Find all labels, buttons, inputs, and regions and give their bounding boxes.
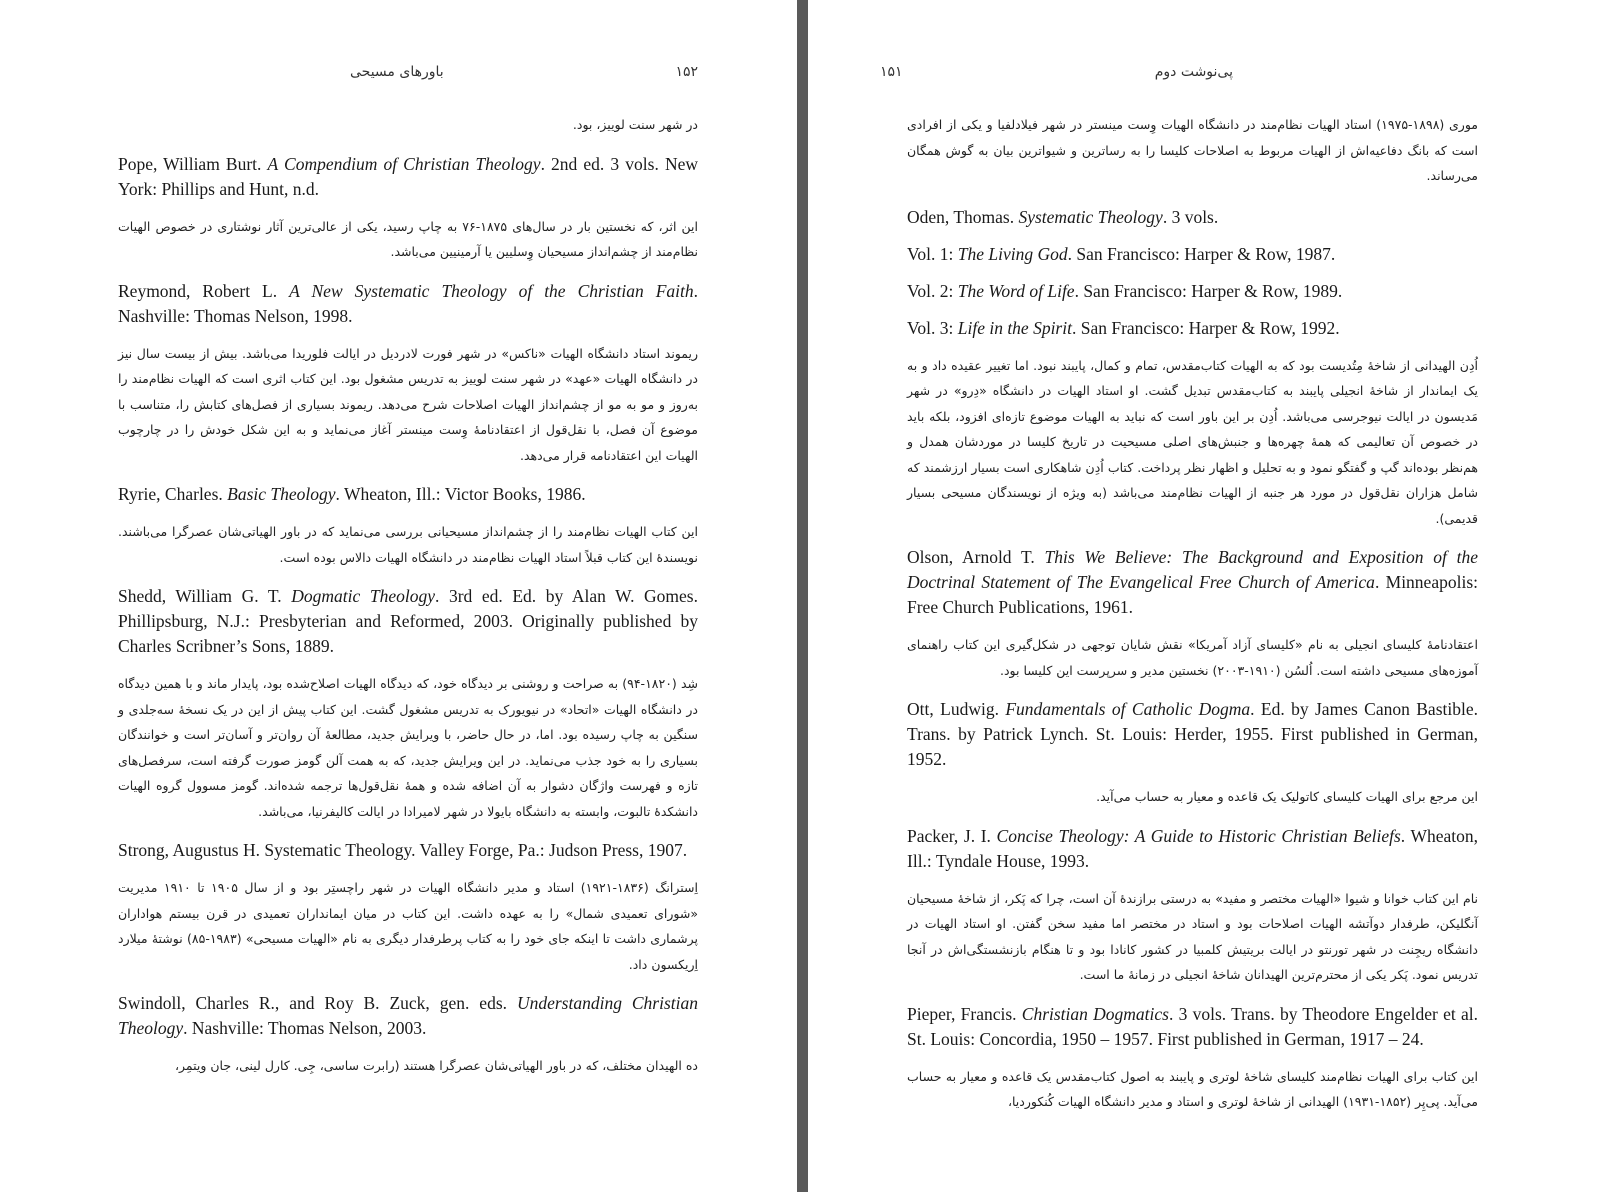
bib-annotation: این اثر، که نخستین بار در سال‌های ۱۸۷۵-۷۶ به چاپ رسید، یکی از عالی‌ترین آثار نوشتاری در خصوص الهیات نظام‌مند از چشم‌انداز مسیحیان وِسلیین یا آرمینیین می‌باشد. [118,218,698,259]
bib-entry: Reymond, Robert L. A New Systematic Theology of the Christian Faith. Nashville: Thomas Nelson, 1998. [118,280,698,326]
bib-annotation: اِسترانگ (۱۸۳۶-۱۹۲۱) استاد و مدیر دانشگاه الهیات در شهر راچستِر بود و از سال ۱۹۰۵ تا ۱۹۱۰ مدیریت «شورای تعمیدی شمال» را به عهده داشت. این کتاب در میان ایمانداران تعمیدی در قرن بیستم هواداران پرشماری داشت تا اینکه جای خود را به کتاب پرطرفدار دیگری به نام «الهیات مسیحی» (۱۹۸۳-۸۵) نوشتهٔ میلارد اِریکسون داد. [118,880,698,972]
bib-annotation: این کتاب الهیات نظام‌مند را از چشم‌انداز مسیحیانی بررسی می‌نماید که در باور الهیاتی‌شان عصرگرا می‌باشند. نویسندهٔ این کتاب قبلاً استاد الهیات نظام‌مند در دانشگاه الهیات دالاس بوده است. [118,524,698,565]
book-spine-divider [797,0,808,1192]
right-page-body [907,112,1478,1129]
left-page [0,0,797,1192]
bib-entry: Vol. 1: The Living God. San Francisco: Harper & Row, 1987. [907,243,1336,264]
bib-annotation: ریموند استاد دانشگاه الهیات «ناکس» در شهر فورت لادردیل در ایالت فلوریدا می‌باشد. بیش از بیست سال نیز در دانشگاه الهیات «عهد» در شهر سنت لوییز به تدریس مشغول بود. این کتاب اثری است که الهیات نظام‌مند را به‌روز و مو به مو از چشم‌انداز الهیات اصلاحات شرح می‌دهد. ریموند بسیاری از فصل‌های کتابش را، متناسب با موضوع آن فصل، با نقل‌قول از اعتقادنامهٔ وِست مینستر آغاز می‌نماید و به این شکل خودش را در چارچوب الهیات این اعتقادنامه قرار می‌دهد. [118,345,698,463]
bib-annotation: موری (۱۸۹۸-۱۹۷۵) استاد الهیات نظام‌مند در دانشگاه الهیات وِست مینستر در شهر فیلادلفیا و یکی از افرادی است که بانگ دفاعیه‌اش از الهیات مربوط به اصلاحات کلیسا را به رساترین و شیواترین بیان به گوش همگان می‌رساند. [907,117,1478,183]
bib-annotation: این مرجع برای الهیات کلیسای کاتولیک یک قاعده و معیار به حساب می‌آید. [1096,789,1478,804]
left-page-number: ۱۵۲ [675,64,698,80]
bib-annotation: اعتقادنامهٔ کلیسای انجیلی به نام «کلیسای آزاد آمریکا» نقش شایان توجهی در شکل‌گیری این کتاب راهنمای آموزه‌های مسیحی داشته است. اُلسُن (۱۹۱۰-۲۰۰۳) نخستین مدیر و سرپرست این کلیسا بود. [907,637,1478,678]
bib-entry: Ryrie, Charles. Basic Theology. Wheaton, Ill.: Victor Books, 1986. [118,484,586,504]
bib-entry: Pieper, Francis. Christian Dogmatics. 3 vols. Trans. by Theodore Engelder et al. St. Louis: Concordia, 1950 – 1957. First published in German, 1917 – 24. [907,1003,1478,1049]
bib-annotation: اُدِن الهیدانی از شاخهٔ مِتُدیست بود که به الهیات کتاب‌مقدس، تمام و کمال، پایبند نبود. اما تغییر عقیده داد و به یک ایماندار از شاخهٔ انجیلی پایبند به کتاب‌مقدس تبدیل گشت. او استاد الهیات در دانشگاه «دِرو» در شهر مَدیسون در ایالت نیوجرسی می‌باشد. اُدِن بر این باور است که نباید به الهیات موضوع تازه‌ای افزود، بلکه باید در خصوص آن تعالیمی که همهٔ چهره‌ها و جنبش‌های اصلی مسیحیت در تاریخ کلیسا در موردشان همدل و هم‌نظر بوده‌اند گپ و گفتگو نمود و به تحلیل و اظهار نظر پرداخت. کتاب اُدِن شاهکاری است بسیار ارزشمند که شامل هزاران نقل‌قول در مورد هر جنبه از الهیات نظام‌مند می‌باشد (به ویژه از نویسندگان مسیحی بسیار قدیمی). [907,357,1478,526]
bib-entry: Shedd, William G. T. Dogmatic Theology. 3rd ed. Ed. by Alan W. Gomes. Phillipsburg, N.J.: Presbyterian and Reformed, 2003. Originally published by Charles Scribner’s Sons, 1889. [118,586,698,656]
bib-annotation: ده الهیدان مختلف، که در باور الهیاتی‌شان عصرگرا هستند (رابرت ساسی، جِی. کارل لینی، جان ویتمِر، [174,1058,698,1073]
bib-annotation: این کتاب برای الهیات نظام‌مند کلیسای شاخهٔ لوتری و پایبند به اصول کتاب‌مقدس یک قاعده و معیار به حساب می‌آید. پی‌پِر (۱۸۵۲-۱۹۳۱) الهیدانی از شاخهٔ لوتری و استاد و مدیر دانشگاه الهیات کُنکوردیا، [907,1068,1478,1109]
right-page-header [880,64,1477,90]
bib-entry: Packer, J. I. Concise Theology: A Guide to Historic Christian Beliefs. Wheaton, Ill.: Tyndale House, 1993. [907,825,1478,871]
bib-annotation: نام این کتاب خوانا و شیوا «الهیات مختصر و مفید» به درستی برازندهٔ آن است، چرا که پَکر، از شاخهٔ مسیحیان آنگلیکن، طرفدار دوآتشه الهیات اصلاحات بود و استاد در مختصر اما مفید سخن گفتن. او استاد الهیات در دانشگاه ریجِنت در شهر تورنتو در ایالت بریتیش کلمبیا در کشور کانادا بود و تا هنگام بازنشستگی‌اش در آنجا تدریس نمود. پَکر یکی از محترم‌ترین الهیدانان شاخهٔ انجیلی در زمانهٔ ما است. [907,890,1478,982]
bib-entry: Pope, William Burt. A Compendium of Christian Theology. 2nd ed. 3 vols. New York: Phillips and Hunt, n.d. [118,153,698,199]
bib-entry: Vol. 2: The Word of Life. San Francisco: Harper & Row, 1989. [907,280,1343,301]
right-page-number: ۱۵۱ [880,64,903,80]
bib-entry: Ott, Ludwig. Fundamentals of Catholic Dogma. Ed. by James Canon Bastible. Trans. by Patrick Lynch. St. Louis: Herder, 1955. First published in German, 1952. [907,699,1478,769]
bib-annotation: در شهر سنت لوییز، بود. [572,117,698,132]
right-running-title: پی‌نوشت دوم [1154,64,1233,80]
left-running-title: باورهای مسیحی [350,64,444,80]
bib-entry: Oden, Thomas. Systematic Theology. 3 vols. [907,206,1219,227]
bib-entry: Olson, Arnold T. This We Believe: The Background and Exposition of the Doctrinal Statement of The Evangelical Free Church of America. Minneapolis: Free Church Publications, 1961. [907,547,1478,617]
left-page-body [118,112,698,1093]
bib-entry: Vol. 3: Life in the Spirit. San Francisco: Harper & Row, 1992. [907,317,1340,338]
bib-annotation: شِد (۱۸۲۰-۹۴) به صراحت و روشنی بر دیدگاه خود، که دیدگاه الهیات اصلاح‌شده بود، پایدار ماند و با همین دیدگاه در دانشگاه الهیات «اتحاد» در نیویورک به تدریس مشغول گشت. این کتاب پیش از این در یک نسخهٔ سه‌جلدی و سنگین به چاپ رسیده بود. اما، در حال حاضر، با ویرایش جدید، مطالعهٔ آن روان‌تر و آسان‌تر است و خوانندگان بسیاری را به خود جذب می‌نماید. در این ویرایش جدید، که به همت آلن گومز صورت گرفته است، سرفصل‌های تازه و فهرست واژگان دشوار به آن اضافه شده و همهٔ نقل‌قول‌ها ترجمه شده‌اند. گومز مسوول گروه الهیات دانشکدهٔ تالبوت، وابسته به دانشگاه بایولا در شهر لامیرادا در ایالت کالیفرنیا، می‌باشد. [118,676,698,819]
bib-entry: Swindoll, Charles R., and Roy B. Zuck, gen. eds. Understanding Christian Theology. Nashville: Thomas Nelson, 2003. [118,993,698,1038]
bib-entry: Strong, Augustus H. Systematic Theology. Valley Forge, Pa.: Judson Press, 1907. [118,840,688,860]
right-page [808,0,1597,1192]
left-page-header [118,64,698,90]
